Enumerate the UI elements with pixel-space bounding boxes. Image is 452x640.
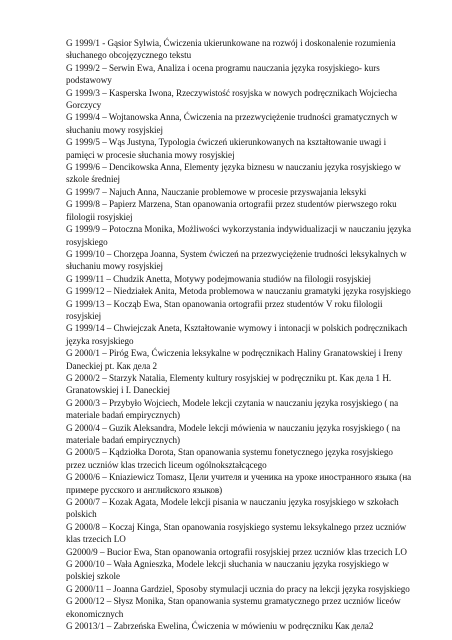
list-item: G 1999/5 – Wąs Justyna, Typologia ćwiczeń ukierunkowanych na kształtowanie uwagi i pamięci w procesie słuchania mowy rosyjskiej xyxy=(66,137,387,160)
list-item: G 1999/9 – Potoczna Monika, Możliwości wykorzystania indywidualizacji w nauczaniu języka rosyjskiego xyxy=(66,224,411,247)
list-item: G 1999/11 – Chudzik Anetta, Motywy podejmowania studiów na filologii rosyjskiej xyxy=(66,273,371,284)
list-item: G 2000/7 – Kozak Agata, Modele lekcji pisania w nauczaniu języka rosyjskiego w szkołach polskich xyxy=(66,497,399,520)
list-item: G 2000/2 – Starzyk Natalia, Elementy kultury rosyjskiej w podręczniku pt. Как дела 1 H. Granatowskiej i I. Daneckiej xyxy=(66,372,392,396)
list-item: G 1999/6 – Dencikowska Anna, Elementy języka biznesu w nauczaniu języka rosyjskiego w szkole średniej xyxy=(66,162,401,185)
list-item: G 1999/4 – Wojtanowska Anna, Ćwiczenia na przezwyciężenie trudności gramatycznych w słuchaniu mowy rosyjskiej xyxy=(66,112,398,135)
list-item: G 1999/3 – Kasperska Iwona, Rzeczywistość rosyjska w nowych podręcznikach Wojciecha Gorczycy xyxy=(66,87,398,111)
list-item: G 20013/1 – Zabrzeńska Ewelina, Ćwiczenia w mówieniu w podręczniku Как дела2 xyxy=(66,621,374,632)
list-item: G 2000/11 – Joanna Gardziel, Sposoby stymulacji ucznia do pracy na lekcji języka rosyjskiego xyxy=(66,583,410,594)
list-item: G 2000/10 – Wała Agnieszka, Modele lekcji słuchania w nauczaniu języka rosyjskiego w polskiej szkole xyxy=(66,559,389,582)
list-item: G 2000/8 – Koczaj Kinga, Stan opanowania rosyjskiego systemu leksykalnego przez uczniów klas trzecich LO xyxy=(66,521,407,545)
list-item: G 2000/5 – Kądziołka Dorota, Stan opanowania systemu fonetycznego języka rosyjskiego przez uczniów klas trzecich liceum ogólnokształcącego xyxy=(66,447,393,470)
list-item: G 2000/12 – Słysz Monika, Stan opanowania systemu gramatycznego przez uczniów liceów ekonomicznych xyxy=(66,596,401,619)
list-item: G 1999/12 – Niedziałek Anita, Metoda problemowa w nauczaniu gramatyki języka rosyjskiego xyxy=(66,286,411,297)
list-item: G 1999/2 – Serwin Ewa, Analiza i ocena programu nauczania języka rosyjskiego- kurs podstawowy xyxy=(66,62,380,86)
list-item: G 2000/1 – Piróg Ewa, Ćwiczenia leksykalne w podręcznikach Haliny Granatowskiej i Ireny Daneckiej pt. Как дела 2 xyxy=(66,348,403,371)
list-item: G 2000/4 – Guzik Aleksandra, Modele lekcji mówienia w nauczaniu języka rosyjskiego ( na materiale badań empirycznych) xyxy=(66,422,401,445)
thesis-entry-list xyxy=(66,37,412,633)
list-item: G 2000/3 – Przybyło Wojciech, Modele lekcji czytania w nauczaniu języka rosyjskiego ( na materiale badań empirycznych) xyxy=(66,397,399,421)
list-item: G 1999/13 – Kocząb Ewa, Stan opanowania ortografii przez studentów V roku filologii rosyjskiej xyxy=(66,298,383,321)
list-item: G2000/9 – Bucior Ewa, Stan opanowania ortografii rosyjskiej przez uczniów klas trzecich LO xyxy=(66,546,407,557)
list-item: G 1999/10 – Chorzępa Joanna, System ćwiczeń na przezwyciężenie trudności leksykalnych w słuchaniu mowy rosyjskiej xyxy=(66,248,407,272)
list-item: G 1999/14 – Chwiejczak Aneta, Kształtowanie wymowy i intonacji w polskich podręcznikach języka rosyjskiego xyxy=(66,323,408,346)
list-item: G 1999/1 - Gąsior Sylwia, Ćwiczenia ukierunkowane na rozwój i doskonalenie rozumienia słuchanego obcojęzycznego tekstu xyxy=(66,38,396,61)
list-item: G 1999/7 – Najuch Anna, Nauczanie problemowe w procesie przyswajania leksyki xyxy=(66,186,367,197)
list-item: G 2000/6 – Kniaziewicz Tomasz, Цели учителя и ученика на уроке иностранного языка (на примере русского и английского языков) xyxy=(66,472,412,495)
list-item: G 1999/8 – Papierz Marzena, Stan opanowania ortografii przez studentów pierwszego roku filologii rosyjskiej xyxy=(66,199,397,222)
